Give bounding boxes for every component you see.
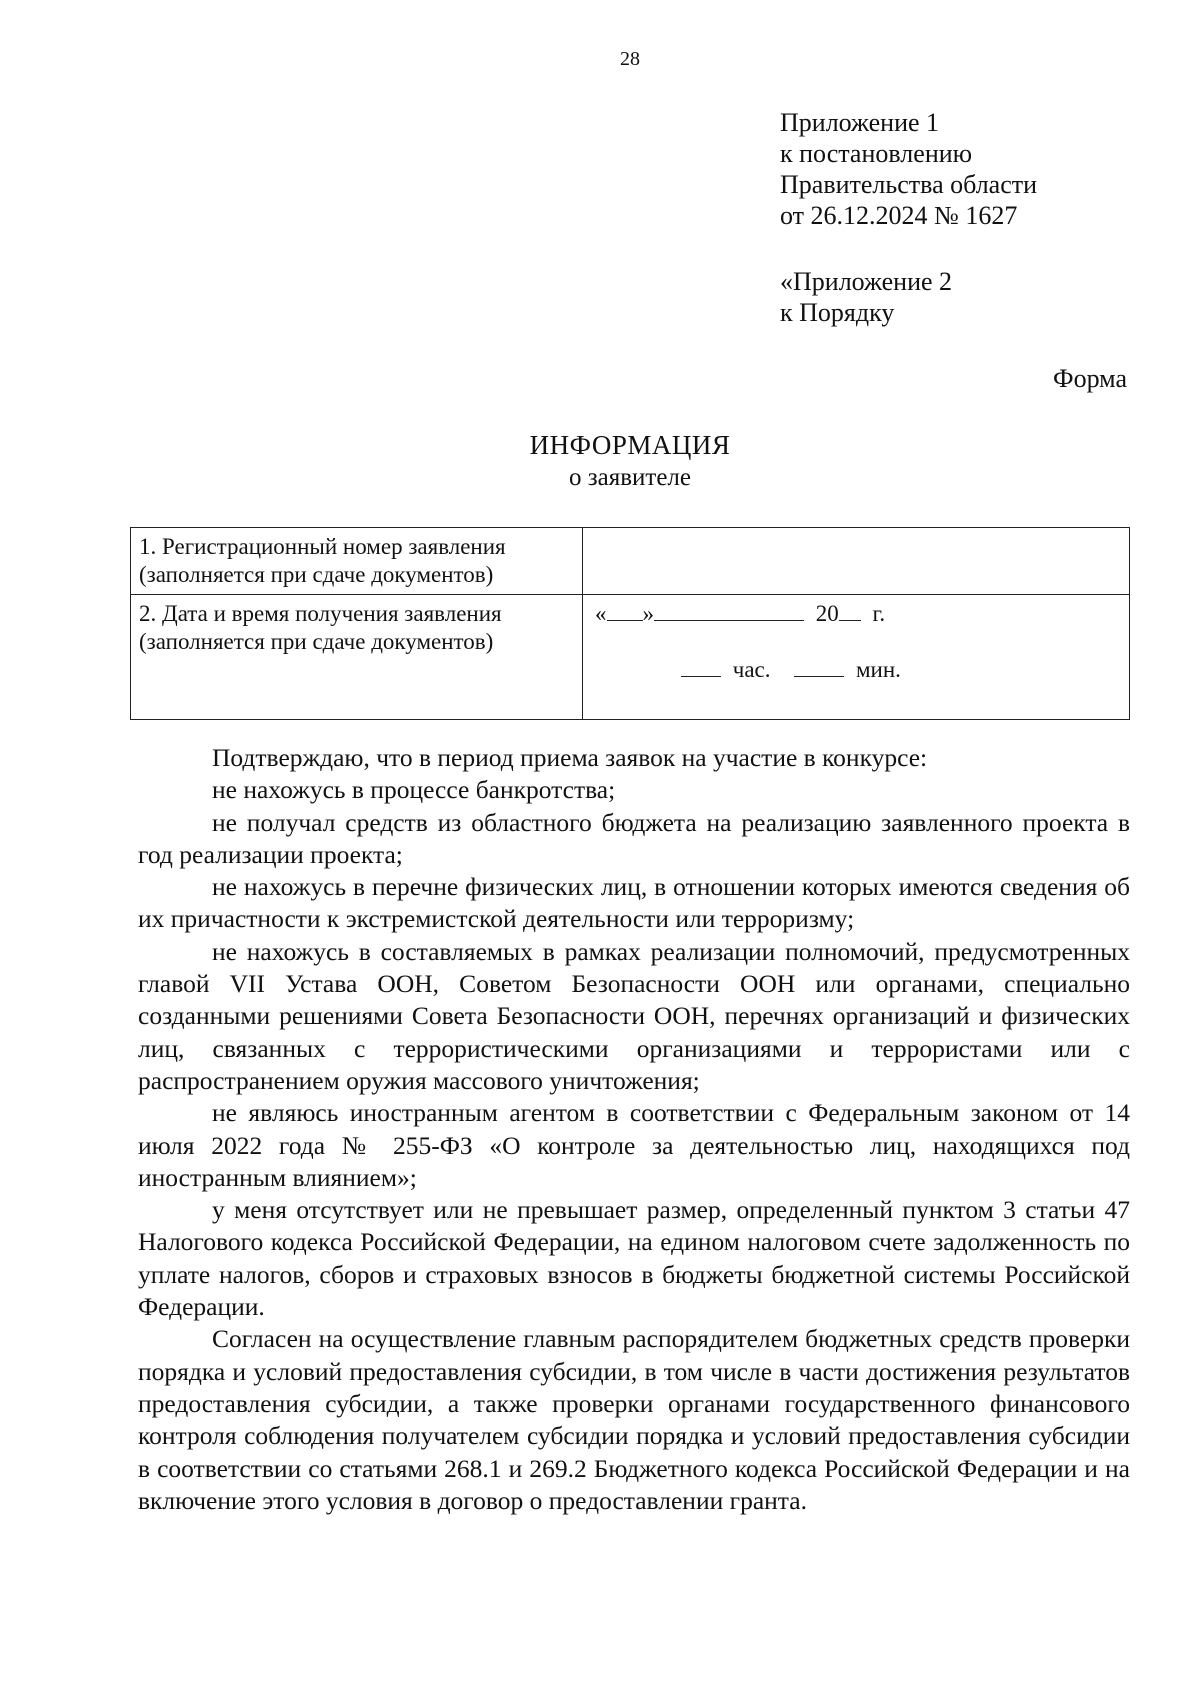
appendix-2-header — [780, 266, 1140, 328]
applicant-info-table — [130, 527, 1130, 720]
close-quote: » — [642, 601, 654, 626]
page-number: 28 — [620, 48, 640, 70]
paragraph: у меня отсутствует или не превышает размер, определенный пунктом 3 статьи 47 Налогового кодекса Российской Федерации, на едином налоговом счете задолженность по уплате налогов, сборов и страховых взносов в бюджеты бюджетной системы Российской Федерации. — [138, 1195, 1130, 1322]
paragraph: Согласен на осуществление главным распорядителем бюджетных средств проверки порядка и условий предоставления субсидии, в том числе в части достижения результатов предоставления субсидии, а также проверки органами государственного финансового контроля соблюдения получателем субсидии порядка и условий предоставления субсидии в соответствии со статьями 268.1 и 269.2 Бюджетного кодекса Российской Федерации и на включение этого условия в договор о предоставлении гранта. — [138, 1324, 1130, 1515]
appendix-2-line: «Приложение 2 — [780, 267, 953, 296]
appendix-1-header — [780, 107, 1140, 231]
appendix-2-line: к Порядку — [780, 298, 895, 327]
table-row — [131, 528, 1130, 595]
hours-label: час. — [732, 657, 771, 682]
year-prefix: 20 — [815, 601, 839, 626]
appendix-1-line: Приложение 1 — [780, 108, 940, 137]
title-block — [100, 428, 1160, 494]
year-blank[interactable] — [839, 600, 861, 621]
paragraph: не нахожусь в перечне физических лиц, в отношении которых имеются сведения об их причастности к экстремистской деятельности или терроризму; — [138, 872, 1130, 934]
minutes-label: мин. — [855, 657, 901, 682]
month-blank[interactable] — [654, 600, 804, 621]
appendix-1-line: Правительства области — [780, 170, 1038, 199]
receipt-date-label: 2. Дата и время получения заявления (заполняется при сдаче документов) — [131, 595, 583, 720]
year-suffix: г. — [872, 601, 886, 626]
document-title: ИНФОРМАЦИЯ — [529, 430, 731, 460]
day-blank[interactable] — [607, 600, 643, 621]
receipt-date-field[interactable] — [583, 595, 1130, 720]
paragraph: не являюсь иностранным агентом в соответствии с Федеральным законом от 14 июля 2022 года № 255-ФЗ «О контроле за деятельностью лиц, находящихся под иностранным влиянием»; — [138, 1098, 1130, 1192]
open-quote: « — [595, 601, 607, 626]
minutes-blank[interactable] — [794, 656, 844, 677]
body-text — [138, 742, 1130, 1517]
table-row — [131, 595, 1130, 720]
registration-number-label: 1. Регистрационный номер заявления (заполняется при сдаче документов) — [131, 528, 583, 595]
hours-blank[interactable] — [681, 656, 721, 677]
paragraph: не получал средств из областного бюджета на реализацию заявленного проекта в год реализации проекта; — [138, 807, 1130, 869]
paragraph: Подтверждаю, что в период приема заявок на участие в конкурсе: — [212, 743, 928, 772]
appendix-1-line: от 26.12.2024 № 1627 — [780, 201, 1018, 230]
paragraph: не нахожусь в составляемых в рамках реализации полномочий, предусмотренных главой VII Устава ООН, Советом Безопасности ООН или органами, специально созданными решениями Совета Безопасности ООН, перечнях организаций и физических лиц, связанных с террористическими организациями и террористами или с распространением оружия массового уничтожения; — [138, 936, 1130, 1095]
date-line — [591, 600, 1121, 628]
document-subtitle: о заявителе — [569, 464, 691, 491]
appendix-1-line: к постановлению — [780, 139, 973, 168]
registration-number-field[interactable] — [583, 528, 1130, 595]
time-line — [591, 656, 1121, 684]
paragraph: не нахожусь в процессе банкротства; — [212, 775, 616, 805]
form-label: Форма — [1053, 364, 1127, 393]
